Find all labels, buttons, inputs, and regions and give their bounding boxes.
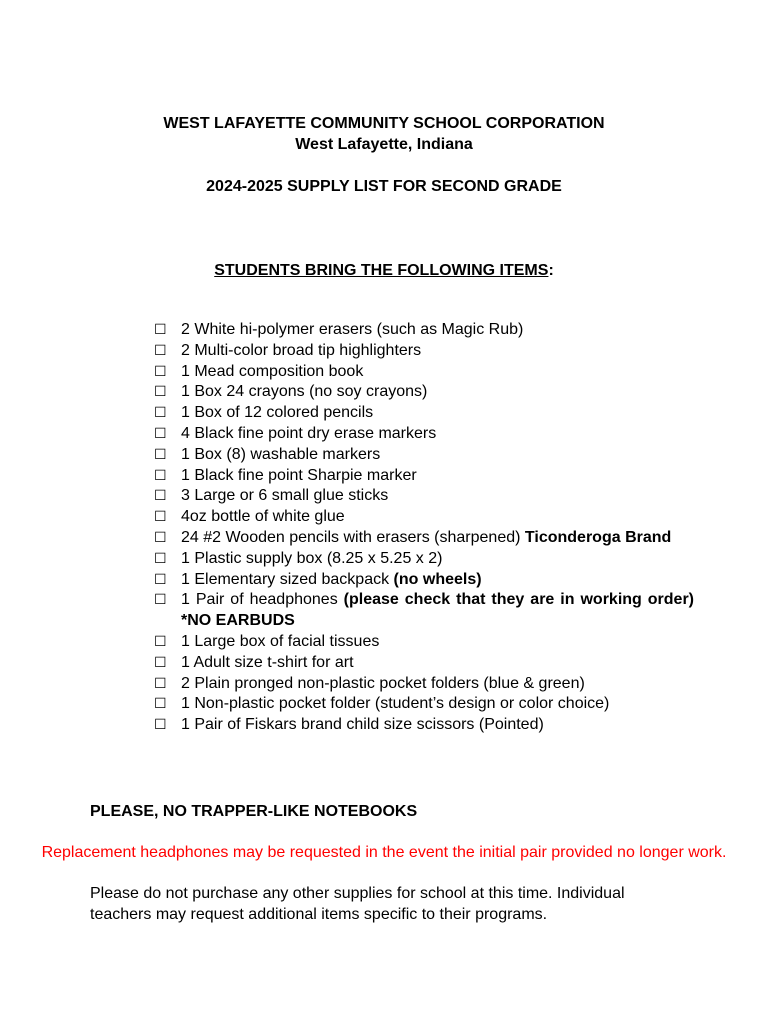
supply-item-text: 1 Pair of Fiskars brand child size scissors (Pointed) <box>181 716 544 734</box>
supply-item-text: 2 White hi-polymer erasers (such as Magic Rub) <box>181 321 524 338</box>
organization-location: West Lafayette, Indiana <box>295 136 473 153</box>
supply-item <box>154 362 694 383</box>
supply-item-text: 3 Large or 6 small glue sticks <box>181 487 389 505</box>
supply-item-text: 24 #2 Wooden pencils with erasers (sharpened) <box>181 528 525 546</box>
supply-item-emphasis: (please check that they are in working order) *NO EARBUDS <box>181 591 695 630</box>
supply-item <box>154 486 694 507</box>
checkbox-icon[interactable]: ☐ <box>154 425 167 442</box>
supply-item <box>154 403 694 424</box>
checkbox-icon[interactable]: ☐ <box>154 654 167 671</box>
supply-item-emphasis: (no wheels) <box>393 570 482 588</box>
checkbox-icon[interactable]: ☐ <box>154 342 167 359</box>
supply-item-text: 2 Multi-color broad tip highlighters <box>181 341 422 359</box>
supply-item <box>154 341 694 362</box>
supply-item-text: 1 Pair of headphones <box>181 591 344 609</box>
supply-item <box>154 653 694 674</box>
supply-item <box>154 445 694 466</box>
supply-item-emphasis: Ticonderoga Brand <box>524 528 672 546</box>
checkbox-icon[interactable]: ☐ <box>154 405 167 422</box>
supply-item <box>154 507 694 528</box>
checkbox-icon[interactable]: ☐ <box>154 488 167 505</box>
supply-item <box>154 528 694 549</box>
checkbox-icon[interactable]: ☐ <box>154 675 167 692</box>
supply-item-text: 1 Large box of facial tissues <box>181 632 380 650</box>
supply-checklist <box>154 320 694 736</box>
supply-item-text: 2 Plain pronged non-plastic pocket folders (blue & green) <box>181 674 585 692</box>
checkbox-icon[interactable]: ☐ <box>154 633 167 650</box>
supply-item <box>154 674 694 695</box>
supply-item <box>154 715 694 736</box>
closing-paragraph: Please do not purchase any other supplies for school at this time. Individual teachers may request additional items specific to their programs. <box>90 885 625 923</box>
supply-item <box>154 466 694 487</box>
supply-item <box>154 382 694 403</box>
checkbox-icon[interactable]: ☐ <box>154 363 167 380</box>
checkbox-icon[interactable]: ☐ <box>154 446 167 463</box>
checkbox-icon[interactable]: ☐ <box>154 529 167 546</box>
supply-item-text: 1 Non-plastic pocket folder (student’s design or color choice) <box>181 695 610 713</box>
supply-item-text: 1 Elementary sized backpack <box>181 570 394 588</box>
supply-item-text: 1 Plastic supply box (8.25 x 5.25 x 2) <box>181 549 443 567</box>
supply-item-text: 1 Black fine point Sharpie marker <box>181 466 417 484</box>
checkbox-icon[interactable]: ☐ <box>154 571 167 588</box>
document-title: 2024-2025 SUPPLY LIST FOR SECOND GRADE <box>206 178 562 195</box>
checkbox-icon[interactable]: ☐ <box>154 696 167 713</box>
checkbox-icon[interactable]: ☐ <box>154 550 167 567</box>
supply-item-text: 4 Black fine point dry erase markers <box>181 424 437 442</box>
section-heading <box>0 261 768 281</box>
replacement-headphones-note: Replacement headphones may be requested in the event the initial pair provided no longer work. <box>41 844 727 861</box>
supply-item <box>154 632 694 653</box>
section-heading-text: STUDENTS BRING THE FOLLOWING ITEMS <box>214 262 549 279</box>
supply-item-text: 1 Mead composition book <box>181 362 364 380</box>
notebook-notice: PLEASE, NO TRAPPER-LIKE NOTEBOOKS <box>90 803 418 820</box>
supply-item-text: 1 Box (8) washable markers <box>181 445 381 463</box>
checkbox-icon[interactable]: ☐ <box>154 509 167 526</box>
checkbox-icon[interactable]: ☐ <box>154 592 167 609</box>
supply-item-text: 1 Box of 12 colored pencils <box>181 404 374 422</box>
supply-item <box>154 320 694 341</box>
section-heading-colon: : <box>548 262 554 279</box>
supply-item-text: 1 Adult size t-shirt for art <box>181 653 354 671</box>
supply-item-text: 4oz bottle of white glue <box>181 508 345 526</box>
supply-item <box>154 549 694 570</box>
supply-item <box>154 424 694 445</box>
checkbox-icon[interactable]: ☐ <box>154 717 167 734</box>
supply-item <box>154 590 694 632</box>
supply-item <box>154 570 694 591</box>
checkbox-icon[interactable]: ☐ <box>154 322 167 338</box>
supply-item-text: 1 Box 24 crayons (no soy crayons) <box>181 383 428 401</box>
checkbox-icon[interactable]: ☐ <box>154 467 167 484</box>
checkbox-icon[interactable]: ☐ <box>154 384 167 401</box>
organization-name: WEST LAFAYETTE COMMUNITY SCHOOL CORPORATION <box>163 115 605 132</box>
supply-item <box>154 694 694 715</box>
